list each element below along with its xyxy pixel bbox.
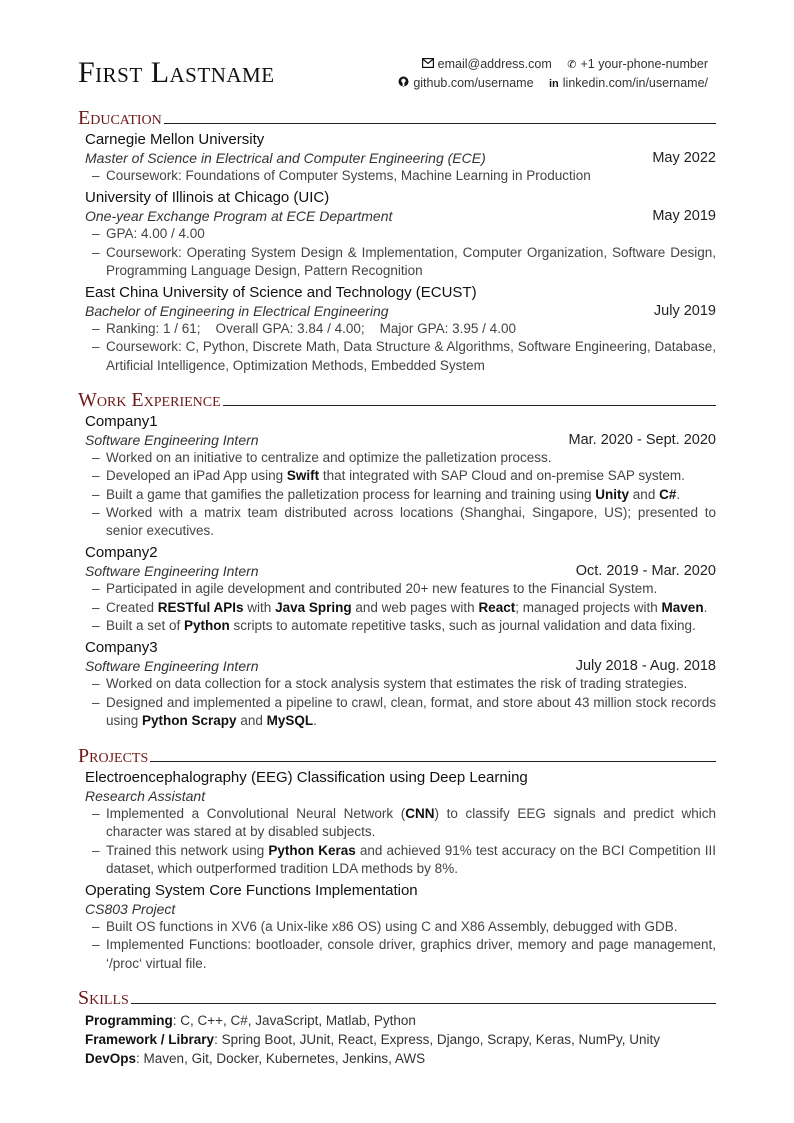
- section-rule: [131, 1003, 716, 1004]
- skill-keyword: CNN: [405, 806, 435, 821]
- bullet: – Created RESTful APIs with Java Spring and web pages with React; managed projects with Maven.: [92, 599, 716, 617]
- skill-keyword: Python: [184, 618, 230, 634]
- project-role: Research Assistant: [85, 788, 206, 804]
- date: May 2022: [652, 150, 716, 166]
- bullet: – Coursework: Foundations of Computer Systems, Machine Learning in Production: [92, 167, 716, 185]
- skill-row: Programming: C, C++, C#, JavaScript, Matlab, Python: [85, 1013, 416, 1028]
- bullet: – Built OS functions in XV6 (a Unix-like x86 OS) using C and X86 Assembly, debugged with GDB.: [92, 918, 716, 936]
- project-name: Operating System Core Functions Implementation: [85, 882, 418, 900]
- work-section: [78, 386, 716, 730]
- github-link[interactable]: [398, 74, 533, 93]
- project-entry: [78, 881, 716, 973]
- institution: East China University of Science and Technology (ECUST): [85, 284, 477, 302]
- company: Company1: [85, 413, 158, 430]
- phone-link[interactable]: [567, 55, 708, 74]
- role: Software Engineering Intern: [85, 563, 259, 580]
- skill-row: Framework / Library: Spring Boot, JUnit, React, Express, Django, Scrapy, Keras, NumPy, Unity: [85, 1032, 660, 1047]
- company: Company3: [85, 639, 158, 657]
- bullet: – Coursework: Operating System Design & Implementation, Computer Organization, Software Design, Programming Language Design, Pattern Recognition: [92, 244, 716, 281]
- github-icon: [398, 75, 409, 93]
- bullet: – Ranking: 1 / 61; Overall GPA: 3.84 / 4.00; Major GPA: 3.95 / 4.00: [92, 320, 716, 338]
- section-title: Projects: [78, 745, 149, 767]
- date: Oct. 2019 - Mar. 2020: [575, 563, 716, 580]
- skill-keyword: RESTful APIs: [157, 599, 244, 615]
- bullet: – GPA: 4.00 / 4.00: [92, 225, 716, 243]
- section-title: Education: [78, 107, 162, 129]
- bullet: – Worked on data collection for a stock analysis system that estimates the risk of trading strategies.: [92, 675, 716, 693]
- bullet: – Built a set of Python scripts to automate repetitive tasks, such as journal validation and data fixing.: [92, 617, 716, 635]
- section-rule: [164, 123, 716, 124]
- date: July 2018 - Aug. 2018: [575, 658, 716, 675]
- linkedin-icon: in: [549, 78, 559, 90]
- contact-block: [386, 55, 708, 93]
- phone-icon: ✆: [567, 59, 577, 71]
- section-title: Skills: [78, 987, 129, 1009]
- bullet: – Worked on an initiative to centralize and optimize the palletization process.: [92, 449, 716, 467]
- skill-keyword: Python Scrapy: [142, 712, 237, 728]
- bullet: – Built a game that gamifies the palletization process for learning and training using Unity and C#.: [92, 486, 716, 504]
- linkedin-text: linkedin.com/in/username/: [562, 76, 708, 90]
- skill-keyword: MySQL: [266, 712, 314, 728]
- education-section: [78, 104, 716, 375]
- bullet: – Developed an iPad App using Swift that integrated with SAP Cloud and on-premise SAP system.: [92, 467, 716, 485]
- work-entry: [78, 412, 716, 540]
- phone-text: +1 your-phone-number: [580, 57, 708, 71]
- skill-row: DevOps: Maven, Git, Docker, Kubernetes, Jenkins, AWS: [85, 1051, 426, 1066]
- date: July 2019: [653, 303, 716, 320]
- linkedin-link[interactable]: [549, 74, 708, 93]
- skill-keyword: Python Keras: [268, 842, 356, 858]
- role: Software Engineering Intern: [85, 658, 259, 675]
- date: Mar. 2020 - Sept. 2020: [568, 432, 716, 448]
- projects-section: [78, 742, 716, 973]
- skill-label: Framework / Library: [85, 1032, 215, 1047]
- skill-label: DevOps: [85, 1051, 137, 1066]
- degree: One-year Exchange Program at ECE Department: [85, 208, 393, 225]
- project-name: Electroencephalography (EEG) Classification using Deep Learning: [85, 769, 528, 786]
- skills-section: [78, 984, 716, 1068]
- work-entry: [78, 543, 716, 635]
- skill-keyword: React: [478, 599, 516, 615]
- degree: Master of Science in Electrical and Computer Engineering (ECE): [85, 150, 486, 166]
- candidate-name: First Lastname: [78, 56, 275, 89]
- github-text: github.com/username: [413, 76, 534, 90]
- skill-value: Maven, Git, Docker, Kubernetes, Jenkins, AWS: [143, 1051, 426, 1066]
- email-text: email@address.com: [437, 57, 552, 71]
- bullet: – Implemented a Convolutional Neural Network (CNN) to classify EEG signals and predict which character was stared at by disabled subjects.: [92, 805, 716, 842]
- company: Company2: [85, 544, 158, 562]
- skills-list: [78, 1011, 716, 1068]
- bullet: – Designed and implemented a pipeline to crawl, clean, format, and store about 43 million stock records using Python Scrapy and MySQL.: [92, 694, 716, 731]
- bullet: – Implemented Functions: bootloader, console driver, graphics driver, memory and page management, ‘/proc‘ virtual file.: [92, 936, 716, 973]
- skill-keyword: Unity: [595, 486, 630, 502]
- skill-label: Programming: [85, 1013, 173, 1028]
- bullet: – Participated in agile development and contributed 20+ new features to the Financial System.: [92, 580, 716, 598]
- education-entry: [78, 130, 716, 185]
- education-entry: [78, 188, 716, 280]
- institution: Carnegie Mellon University: [85, 131, 265, 148]
- email-link[interactable]: [422, 55, 552, 74]
- skill-value: C, C++, C#, JavaScript, Matlab, Python: [180, 1013, 416, 1028]
- project-role: CS803 Project: [85, 901, 176, 918]
- section-rule: [150, 761, 716, 762]
- section-title: Work Experience: [78, 389, 221, 411]
- date: May 2019: [652, 208, 716, 225]
- skill-value: Spring Boot, JUnit, React, Express, Django, Scrapy, Keras, NumPy, Unity: [221, 1032, 660, 1047]
- skill-keyword: C#: [659, 486, 677, 502]
- role: Software Engineering Intern: [85, 432, 259, 448]
- project-entry: [78, 768, 716, 878]
- skill-keyword: Maven: [661, 599, 704, 615]
- bullet: – Trained this network using Python Keras and achieved 91% test accuracy on the BCI Competition III dataset, which outperformed tradition LDA methods by 8%.: [92, 842, 716, 879]
- education-entry: [78, 283, 716, 375]
- skill-keyword: Java Spring: [275, 599, 352, 615]
- work-entry: [78, 638, 716, 730]
- degree: Bachelor of Engineering in Electrical Engineering: [85, 303, 389, 320]
- institution: University of Illinois at Chicago (UIC): [85, 189, 330, 207]
- bullet: – Coursework: C, Python, Discrete Math, Data Structure & Algorithms, Software Engineering, Database, Artificial Intelligence, Optimization Methods, Embedded System: [92, 338, 716, 375]
- skill-keyword: Swift: [286, 468, 320, 484]
- section-rule: [223, 405, 716, 406]
- envelope-icon: [422, 56, 434, 74]
- bullet: – Worked with a matrix team distributed across locations (Shanghai, Singapore, US); presented to senior executives.: [92, 504, 716, 541]
